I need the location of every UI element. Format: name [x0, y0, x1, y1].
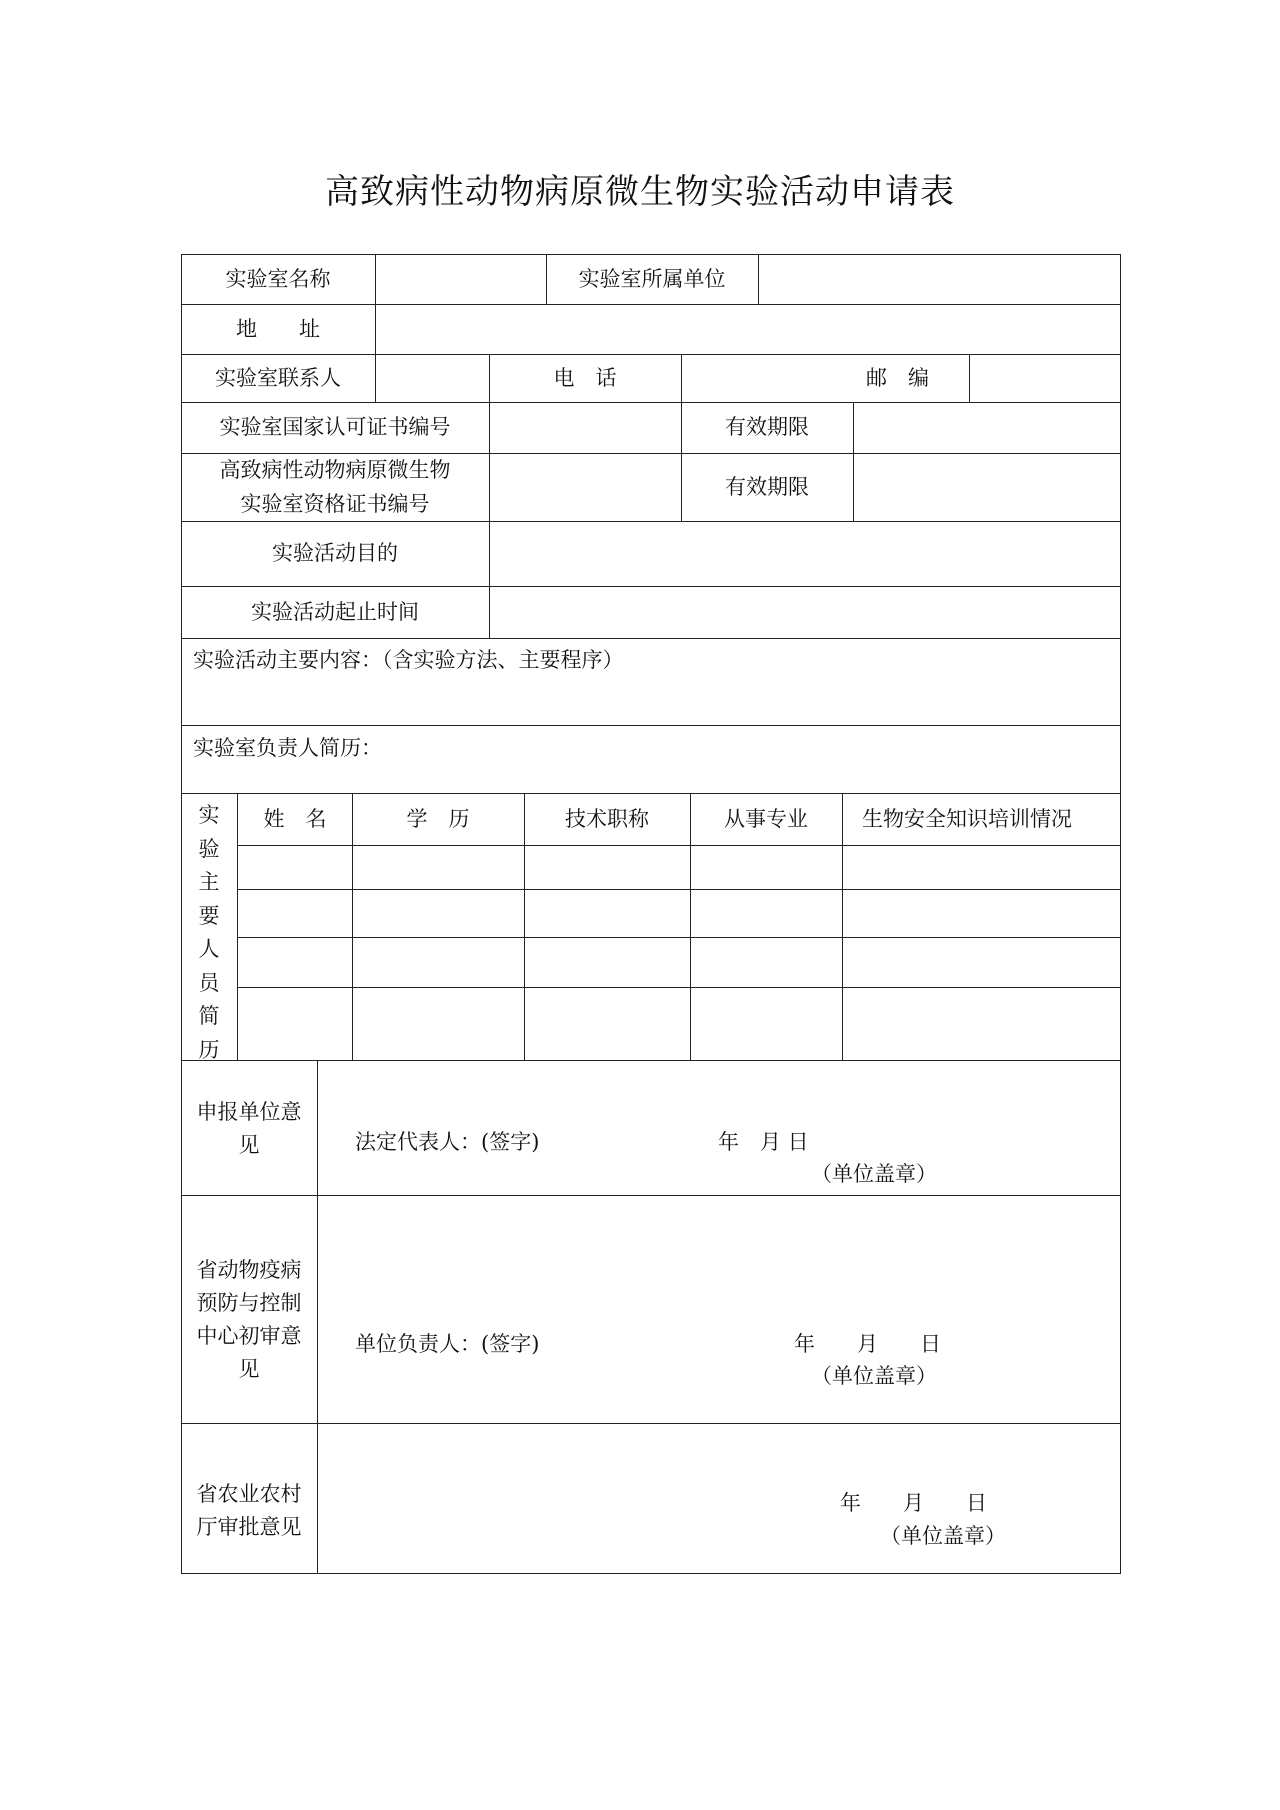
- qual-cert-validity-field[interactable]: [855, 455, 1119, 520]
- validity-label: 有效期限: [725, 415, 809, 439]
- form-line: [1120, 254, 1121, 1574]
- staff-cell[interactable]: [239, 989, 351, 1059]
- form-line: [181, 638, 1121, 639]
- contact-label: 实验室联系人: [215, 366, 341, 390]
- phone-label: 电 话: [553, 366, 617, 390]
- agriculture-dept-opinion-field[interactable]: [319, 1425, 1119, 1572]
- staff-cell[interactable]: [526, 939, 689, 986]
- form-line: [181, 725, 1121, 726]
- staff-cell[interactable]: [692, 989, 841, 1059]
- staff-cell[interactable]: [354, 939, 523, 986]
- page-title: 高致病性动物病原微生物实验活动申请表: [325, 172, 955, 212]
- staff-header-specialty: 从事专业: [724, 807, 808, 831]
- staff-cell[interactable]: [354, 891, 523, 936]
- staff-cell[interactable]: [692, 847, 841, 888]
- applicant-date-label: 年 月 日: [718, 1130, 809, 1154]
- lab-unit-label: 实验室所属单位: [578, 267, 726, 291]
- contact-field[interactable]: [377, 356, 488, 401]
- period-label: 实验活动起止时间: [251, 600, 419, 624]
- purpose-label: 实验活动目的: [272, 541, 398, 565]
- lab-unit-field[interactable]: [760, 256, 1119, 303]
- staff-cell[interactable]: [844, 939, 1119, 986]
- lab-name-label: 实验室名称: [225, 267, 331, 291]
- form-line: [489, 354, 490, 402]
- form-line: [181, 254, 182, 1574]
- form-line: [181, 793, 1121, 794]
- staff-cell[interactable]: [844, 989, 1119, 1059]
- applicant-opinion-label: 申报单位意见: [196, 1100, 302, 1157]
- staff-cell[interactable]: [526, 989, 689, 1059]
- staff-cell[interactable]: [239, 847, 351, 888]
- period-field[interactable]: [491, 588, 1119, 637]
- content-field[interactable]: [183, 674, 1119, 724]
- staff-cell[interactable]: [844, 847, 1119, 888]
- staff-cell[interactable]: [239, 939, 351, 986]
- staff-cell[interactable]: [526, 891, 689, 936]
- staff-cell[interactable]: [239, 891, 351, 936]
- form-line: [181, 1573, 1121, 1574]
- address-field[interactable]: [377, 306, 1119, 353]
- qual-cert-label-line1: 高致病性动物病原微生物: [219, 458, 451, 482]
- agriculture-dept-seal-label: （单位盖章）: [880, 1524, 1006, 1548]
- validity-label: 有效期限: [725, 475, 809, 499]
- national-cert-validity-field[interactable]: [855, 404, 1119, 452]
- staff-header-title: 技术职称: [565, 807, 649, 831]
- provincial-center-opinion-label: 省动物疫病预防与控制中心初审意见: [196, 1258, 302, 1381]
- provincial-center-seal-label: （单位盖章）: [811, 1364, 937, 1388]
- content-label: 实验活动主要内容：（含实验方法、主要程序）: [193, 648, 624, 672]
- head-resume-field[interactable]: [183, 762, 1119, 792]
- staff-header-biosafety-training: 生物安全知识培训情况: [862, 807, 1072, 831]
- unit-head-signature-label: 单位负责人：(签字): [355, 1332, 540, 1356]
- provincial-center-opinion-field[interactable]: [319, 1197, 1119, 1422]
- qual-cert-label-line2: 实验室资格证书编号: [240, 492, 430, 516]
- application-form: [181, 254, 1121, 1574]
- postcode-label: 邮 编: [866, 366, 929, 390]
- agriculture-dept-opinion-label: 省农业农村厅审批意见: [196, 1482, 302, 1539]
- applicant-opinion-field[interactable]: [319, 1062, 1119, 1194]
- staff-cell[interactable]: [844, 891, 1119, 936]
- staff-cell[interactable]: [692, 891, 841, 936]
- staff-cell[interactable]: [354, 989, 523, 1059]
- lab-name-field[interactable]: [377, 256, 545, 303]
- staff-cell[interactable]: [526, 847, 689, 888]
- staff-header-name: 姓 名: [263, 807, 327, 831]
- staff-header-education: 学 历: [406, 807, 470, 831]
- address-label: 地 址: [236, 317, 320, 341]
- staff-cell[interactable]: [692, 939, 841, 986]
- legal-rep-signature-label: 法定代表人：(签字): [355, 1130, 540, 1154]
- head-resume-label: 实验室负责人简历：: [193, 736, 382, 760]
- staff-cell[interactable]: [354, 847, 523, 888]
- postcode-field[interactable]: [971, 356, 1119, 401]
- agriculture-dept-date-label: 年 月 日: [840, 1491, 987, 1515]
- purpose-field[interactable]: [491, 523, 1119, 585]
- form-line: [681, 402, 682, 521]
- staff-section-label: 实验主要人员简历: [198, 803, 220, 1062]
- national-cert-field[interactable]: [491, 404, 680, 452]
- provincial-center-date-label: 年 月 日: [794, 1332, 941, 1356]
- applicant-seal-label: （单位盖章）: [811, 1162, 937, 1186]
- qual-cert-field[interactable]: [491, 455, 680, 520]
- form-line: [546, 254, 547, 304]
- national-cert-label: 实验室国家认可证书编号: [219, 415, 451, 439]
